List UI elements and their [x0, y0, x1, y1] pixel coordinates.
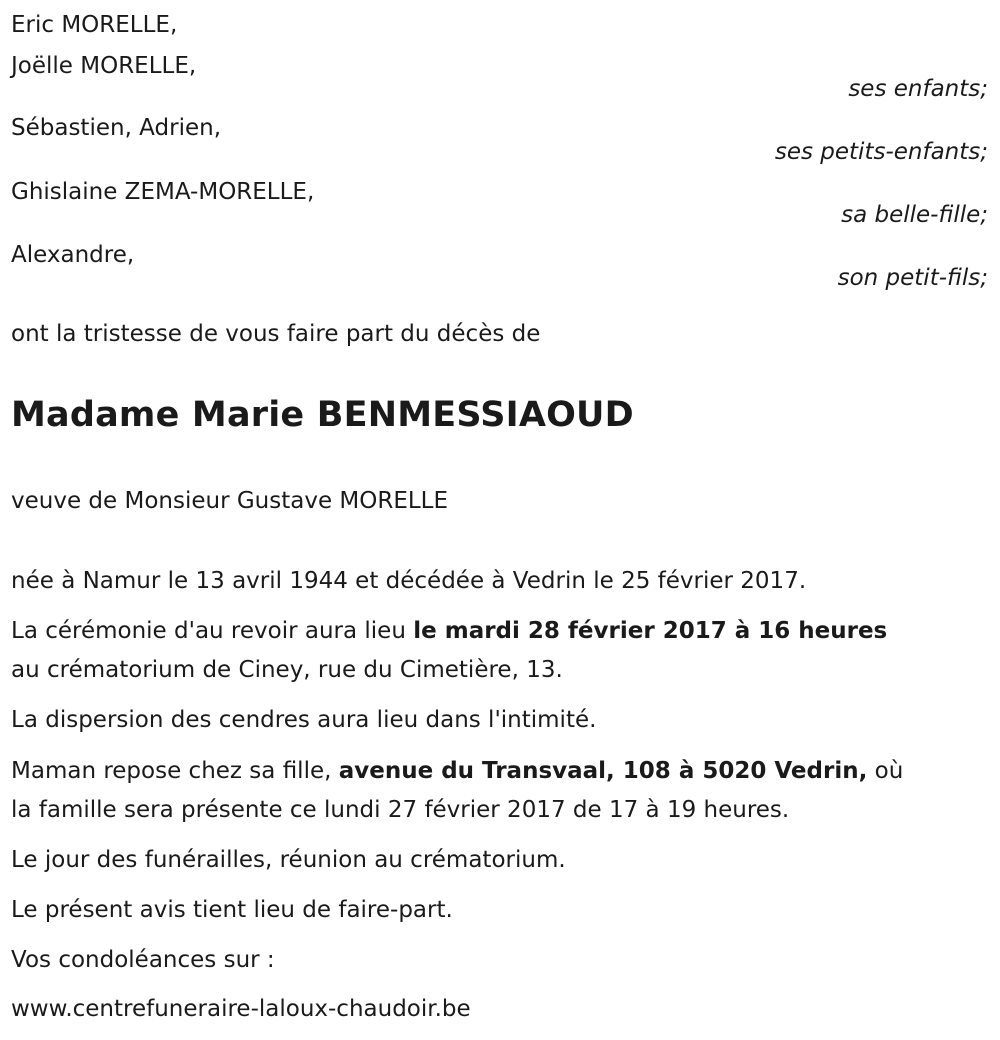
visitation-line: [11, 760, 903, 783]
child-name-2: Joëlle MORELLE,: [11, 53, 197, 79]
notice-text: Le présent avis tient lieu de faire-part.: [11, 897, 453, 923]
condolences-label: Vos condoléances sur :: [11, 947, 275, 973]
birth-death-text: née à Namur le 13 avril 1944 et décédée à Vedrin le 25 février 2017.: [11, 568, 807, 594]
grandson-name: Alexandre,: [11, 242, 135, 268]
children-relation: ses enfants;: [848, 76, 988, 102]
ceremony-intro: La cérémonie d'au revoir aura lieu: [11, 618, 414, 644]
visitation-intro: Maman repose chez sa fille,: [11, 758, 339, 784]
deceased-name: Madame Marie BENMESSIAOUD: [11, 395, 634, 435]
grandson-relation: son petit-fils;: [837, 265, 988, 291]
visitation-after-address: où: [867, 758, 904, 784]
announcement-text: ont la tristesse de vous faire part du décès de: [11, 321, 541, 347]
website-link[interactable]: www.centrefuneraire-laloux-chaudoir.be: [11, 996, 471, 1022]
ceremony-location: au crématorium de Ciney, rue du Cimetière, 13.: [11, 657, 563, 683]
ceremony-date-time: le mardi 28 février 2017 à 16 heures: [413, 618, 888, 644]
visitation-address: avenue du Transvaal, 108 à 5020 Vedrin,: [338, 758, 868, 784]
ceremony-line: [11, 620, 887, 643]
grandchildren-relation: ses petits-enfants;: [774, 139, 988, 165]
visitation-details: la famille sera présente ce lundi 27 février 2017 de 17 à 19 heures.: [11, 797, 790, 823]
dispersion-text: La dispersion des cendres aura lieu dans l'intimité.: [11, 707, 597, 733]
grandchildren-names: Sébastien, Adrien,: [11, 115, 221, 141]
funeral-day-text: Le jour des funérailles, réunion au crématorium.: [11, 847, 566, 873]
widow-of-text: veuve de Monsieur Gustave MORELLE: [11, 488, 449, 514]
daughter-in-law-relation: sa belle-fille;: [841, 202, 988, 228]
daughter-in-law-name: Ghislaine ZEMA-MORELLE,: [11, 179, 315, 205]
child-name-1: Eric MORELLE,: [11, 12, 178, 38]
